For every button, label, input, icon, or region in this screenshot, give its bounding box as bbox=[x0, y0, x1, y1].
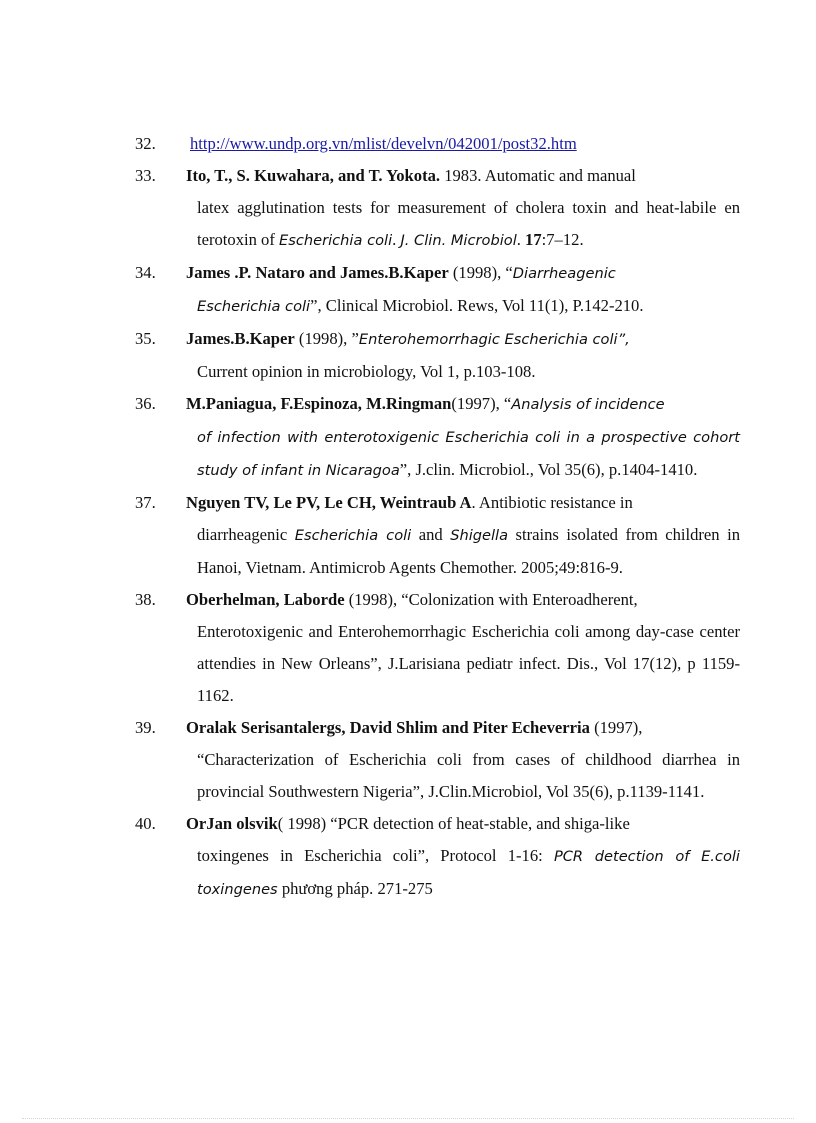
reference-authors: Oralak Serisantalergs, David Shlim and Piter Echeverria bbox=[186, 718, 590, 737]
reference-italic-text: Escherichia coli bbox=[294, 527, 412, 544]
reference-number: 38. bbox=[135, 590, 156, 609]
reference-text: ”, J.clin. Microbiol., Vol 35(6), p.1404-1410. bbox=[399, 460, 698, 479]
reference-continuation bbox=[197, 192, 740, 257]
reference-authors: James .P. Nataro and James.B.Kaper bbox=[186, 263, 449, 282]
reference-text: strains isolated from children in Hanoi, Vietnam. Antimicrob Agents Chemother. 2005;49:816-9. bbox=[197, 525, 740, 577]
reference-text: :7–12. bbox=[541, 230, 584, 249]
reference-italic-text: Escherichia coli bbox=[279, 232, 393, 249]
reference-authors: James.B.Kaper bbox=[186, 329, 295, 348]
reference-number: 33. bbox=[135, 166, 156, 185]
reference-link[interactable]: http://www.undp.org.vn/mlist/develvn/042001/post32.htm bbox=[190, 134, 577, 153]
reference-continuation bbox=[197, 840, 740, 906]
reference-text: phương pháp. 271-275 bbox=[277, 879, 433, 898]
reference-italic-text: Analysis of incidence bbox=[511, 396, 665, 413]
reference-first-line bbox=[186, 487, 740, 519]
reference-continuation bbox=[197, 356, 740, 388]
reference-authors: Nguyen TV, Le PV, Le CH, Weintraub A bbox=[186, 493, 472, 512]
reference-continuation bbox=[197, 744, 740, 808]
reference-continuation bbox=[197, 519, 740, 584]
reference-italic-text: Diarrheagenic bbox=[512, 265, 616, 282]
reference-number: 40. bbox=[135, 814, 156, 833]
reference-item bbox=[135, 388, 740, 487]
reference-text: (1998), “ bbox=[448, 263, 513, 282]
reference-italic-text: PCR detection of E.coli toxingenes bbox=[197, 848, 740, 898]
reference-authors: 17 bbox=[525, 230, 542, 249]
reference-continuation bbox=[197, 616, 740, 712]
reference-first-line bbox=[186, 257, 740, 290]
reference-text: diarrheagenic bbox=[197, 525, 295, 544]
reference-item bbox=[135, 160, 740, 257]
reference-text: (1998), “Colonization with Enteroadherent, bbox=[344, 590, 638, 609]
reference-text: and bbox=[411, 525, 451, 544]
reference-authors: Ito, T., S. Kuwahara, and T. Yokota. bbox=[186, 166, 441, 185]
reference-italic-text: J. Clin. Microbiol bbox=[400, 232, 517, 249]
reference-text: toxingenes in Escherichia coli”, Protocol 1-16: bbox=[197, 846, 554, 865]
reference-text: . bbox=[392, 230, 401, 249]
reference-continuation bbox=[197, 290, 740, 323]
reference-first-line bbox=[186, 808, 740, 840]
reference-text: ( 1998) “PCR detection of heat-stable, and shiga-like bbox=[277, 814, 630, 833]
reference-text: (1997), bbox=[589, 718, 643, 737]
reference-text: . bbox=[516, 230, 526, 249]
reference-text: (1998), ” bbox=[294, 329, 359, 348]
reference-authors: OrJan olsvik bbox=[186, 814, 278, 833]
reference-text: 1983. Automatic and manual bbox=[440, 166, 636, 185]
reference-number: 37. bbox=[135, 493, 156, 512]
reference-text: Enterotoxigenic and Enterohemorrhagic Escherichia coli among day-case center attendies in New Orleans”, J.Larisiana pediatr infect. Dis., Vol 17(12), p 1159-1162. bbox=[197, 622, 740, 705]
reference-list bbox=[135, 128, 740, 906]
reference-italic-text: Escherichia coli bbox=[197, 298, 311, 315]
reference-item bbox=[135, 712, 740, 808]
reference-item bbox=[135, 584, 740, 712]
reference-first-line bbox=[186, 712, 740, 744]
reference-authors: Oberhelman, Laborde bbox=[186, 590, 345, 609]
reference-number: 32. bbox=[135, 134, 156, 153]
reference-number: 34. bbox=[135, 263, 156, 282]
reference-text: (1997), “ bbox=[451, 394, 512, 413]
reference-first-line bbox=[186, 160, 740, 192]
reference-italic-text: Shigella bbox=[450, 527, 509, 544]
reference-item bbox=[135, 257, 740, 323]
reference-number: 35. bbox=[135, 329, 156, 348]
reference-text: latex agglutination tests for measurement of cholera toxin and heat-labile en terotoxin of bbox=[197, 198, 740, 249]
reference-text: “Characterization of Escherichia coli from cases of childhood diarrhea in provincial Southwestern Nigeria”, J.Clin.Microbiol, Vol 35(6), p.1139-1141. bbox=[197, 750, 740, 801]
reference-item bbox=[135, 323, 740, 388]
reference-text: Current opinion in microbiology, Vol 1, p.103-108. bbox=[197, 362, 536, 381]
reference-number: 36. bbox=[135, 394, 156, 413]
reference-text: ”, Clinical Microbiol. Rews, Vol 11(1), P.142-210. bbox=[310, 296, 644, 315]
reference-continuation bbox=[197, 421, 740, 487]
reference-italic-text: Enterohemorrhagic Escherichia coli”, bbox=[358, 331, 630, 348]
reference-first-line bbox=[186, 323, 740, 356]
reference-first-line bbox=[186, 584, 740, 616]
reference-authors: M.Paniagua, F.Espinoza, M.Ringman bbox=[186, 394, 452, 413]
reference-item bbox=[135, 808, 740, 906]
reference-number: 39. bbox=[135, 718, 156, 737]
page-bottom-divider bbox=[22, 1118, 794, 1119]
reference-italic-text: of infection with enterotoxigenic Escherichia coli in a prospective cohort study of infant in Nicaragoa bbox=[197, 429, 740, 479]
reference-item bbox=[135, 128, 740, 160]
reference-text: . Antibiotic resistance in bbox=[471, 493, 633, 512]
reference-first-line bbox=[186, 388, 740, 421]
reference-item bbox=[135, 487, 740, 584]
